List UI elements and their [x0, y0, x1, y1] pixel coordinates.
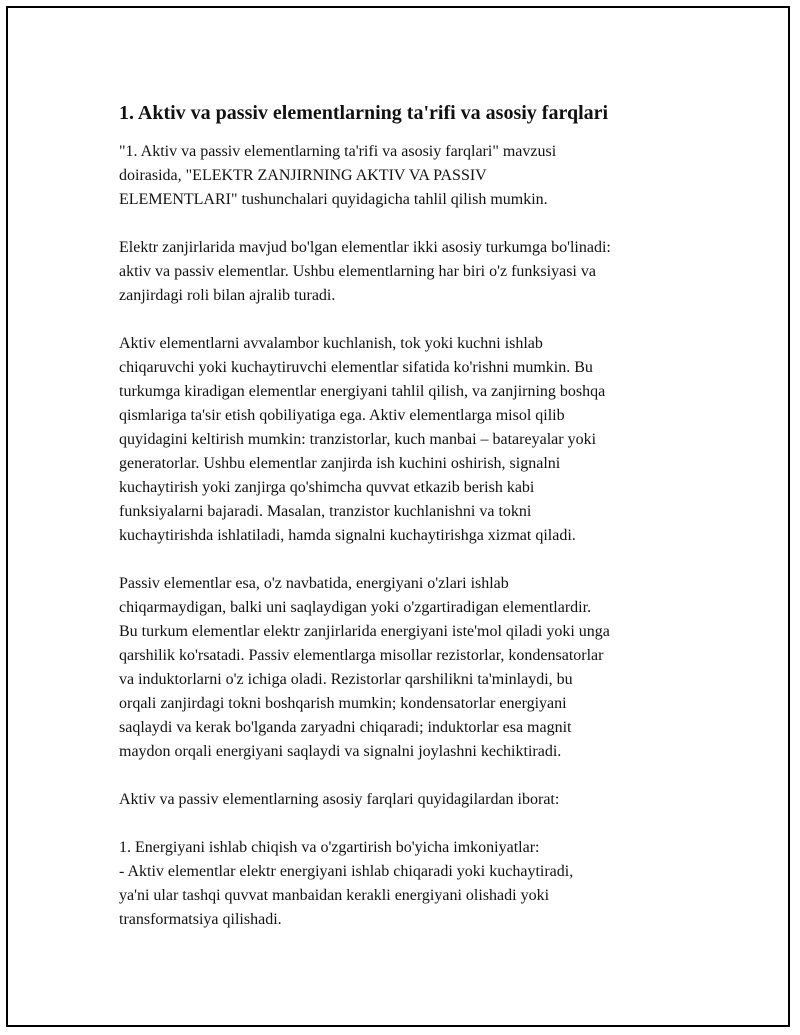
paragraph-difference-1: 1. Energiyani ishlab chiqish va o'zgartirish bo'yicha imkoniyatlar: - Aktiv elementlar elektr energiyani ishlab chiqaradi yoki kuchaytiradi, ya'ni ular tashqi quvvat manbaidan kerakli energiyani olishadi yoki transformatsiya qilishadi. — [119, 839, 574, 928]
paragraph-differences-intro: Aktiv va passiv elementlarning asosiy farqlari quyidagilardan iborat: — [119, 791, 560, 808]
document-page — [6, 6, 790, 1027]
document-content — [119, 100, 699, 956]
paragraph-classification: Elektr zanjirlarida mavjud bo'lgan elementlar ikki asosiy turkumga bo'linadi: aktiv va passiv elementlar. Ushbu elementlarning har biri o'z funksiyasi va zanjirdagi roli bilan ajralib turadi. — [119, 239, 611, 304]
paragraph-passive-elements: Passiv elementlar esa, o'z navbatida, energiyani o'zlari ishlab chiqarmaydigan, balki uni saqlaydigan yoki o'zgartiradigan elementlardir. Bu turkum elementlar elektr zanjirlarida energiyani iste'mol qiladi yoki unga qarshilik ko'rsatadi. Passiv elementlarga misollar rezistorlar, kondensatorlar va induktorlarni o'z ichiga oladi. Rezistorlar qarshilikni ta'minlaydi, bu orqali zanjirdagi tokni boshqarish mumkin; kondensatorlar energiyani saqlaydi va kerak bo'lganda zaryadni chiqaradi; induktorlar esa magnit maydon orqali energiyani saqlaydi va signalni joylashni kechiktiradi. — [119, 575, 610, 760]
paragraph-intro: "1. Aktiv va passiv elementlarning ta'rifi va asosiy farqlari" mavzusi doirasida, "ELEKTR ZANJIRNING AKTIV VA PASSIV ELEMENTLARI" tushunchalari quyidagicha tahlil qilish mumkin. — [119, 143, 557, 208]
section-heading: 1. Aktiv va passiv elementlarning ta'rifi va asosiy farqlari — [119, 102, 609, 124]
paragraph-active-elements: Aktiv elementlarni avvalambor kuchlanish, tok yoki kuchni ishlab chiqaruvchi yoki kuchaytiruvchi elementlar sifatida ko'rishni mumkin. Bu turkumga kiradigan elementlar energiyani tahlil qilish, va zanjirning boshqa qismlariga ta'sir etish qobiliyatiga ega. Aktiv elementlarga misol qilib quyidagini keltirish mumkin: tranzistorlar, kuch manbai – batareyalar yoki generatorlar. Ushbu elementlar zanjirda ish kuchini oshirish, signalni kuchaytirish yoki zanjirga qo'shimcha quvvat etkazib berish kabi funksiyalarni bajaradi. Masalan, tranzistor kuchlanishni va tokni kuchaytirishda ishlatiladi, hamda signalni kuchaytirishga xizmat qiladi. — [119, 335, 606, 544]
